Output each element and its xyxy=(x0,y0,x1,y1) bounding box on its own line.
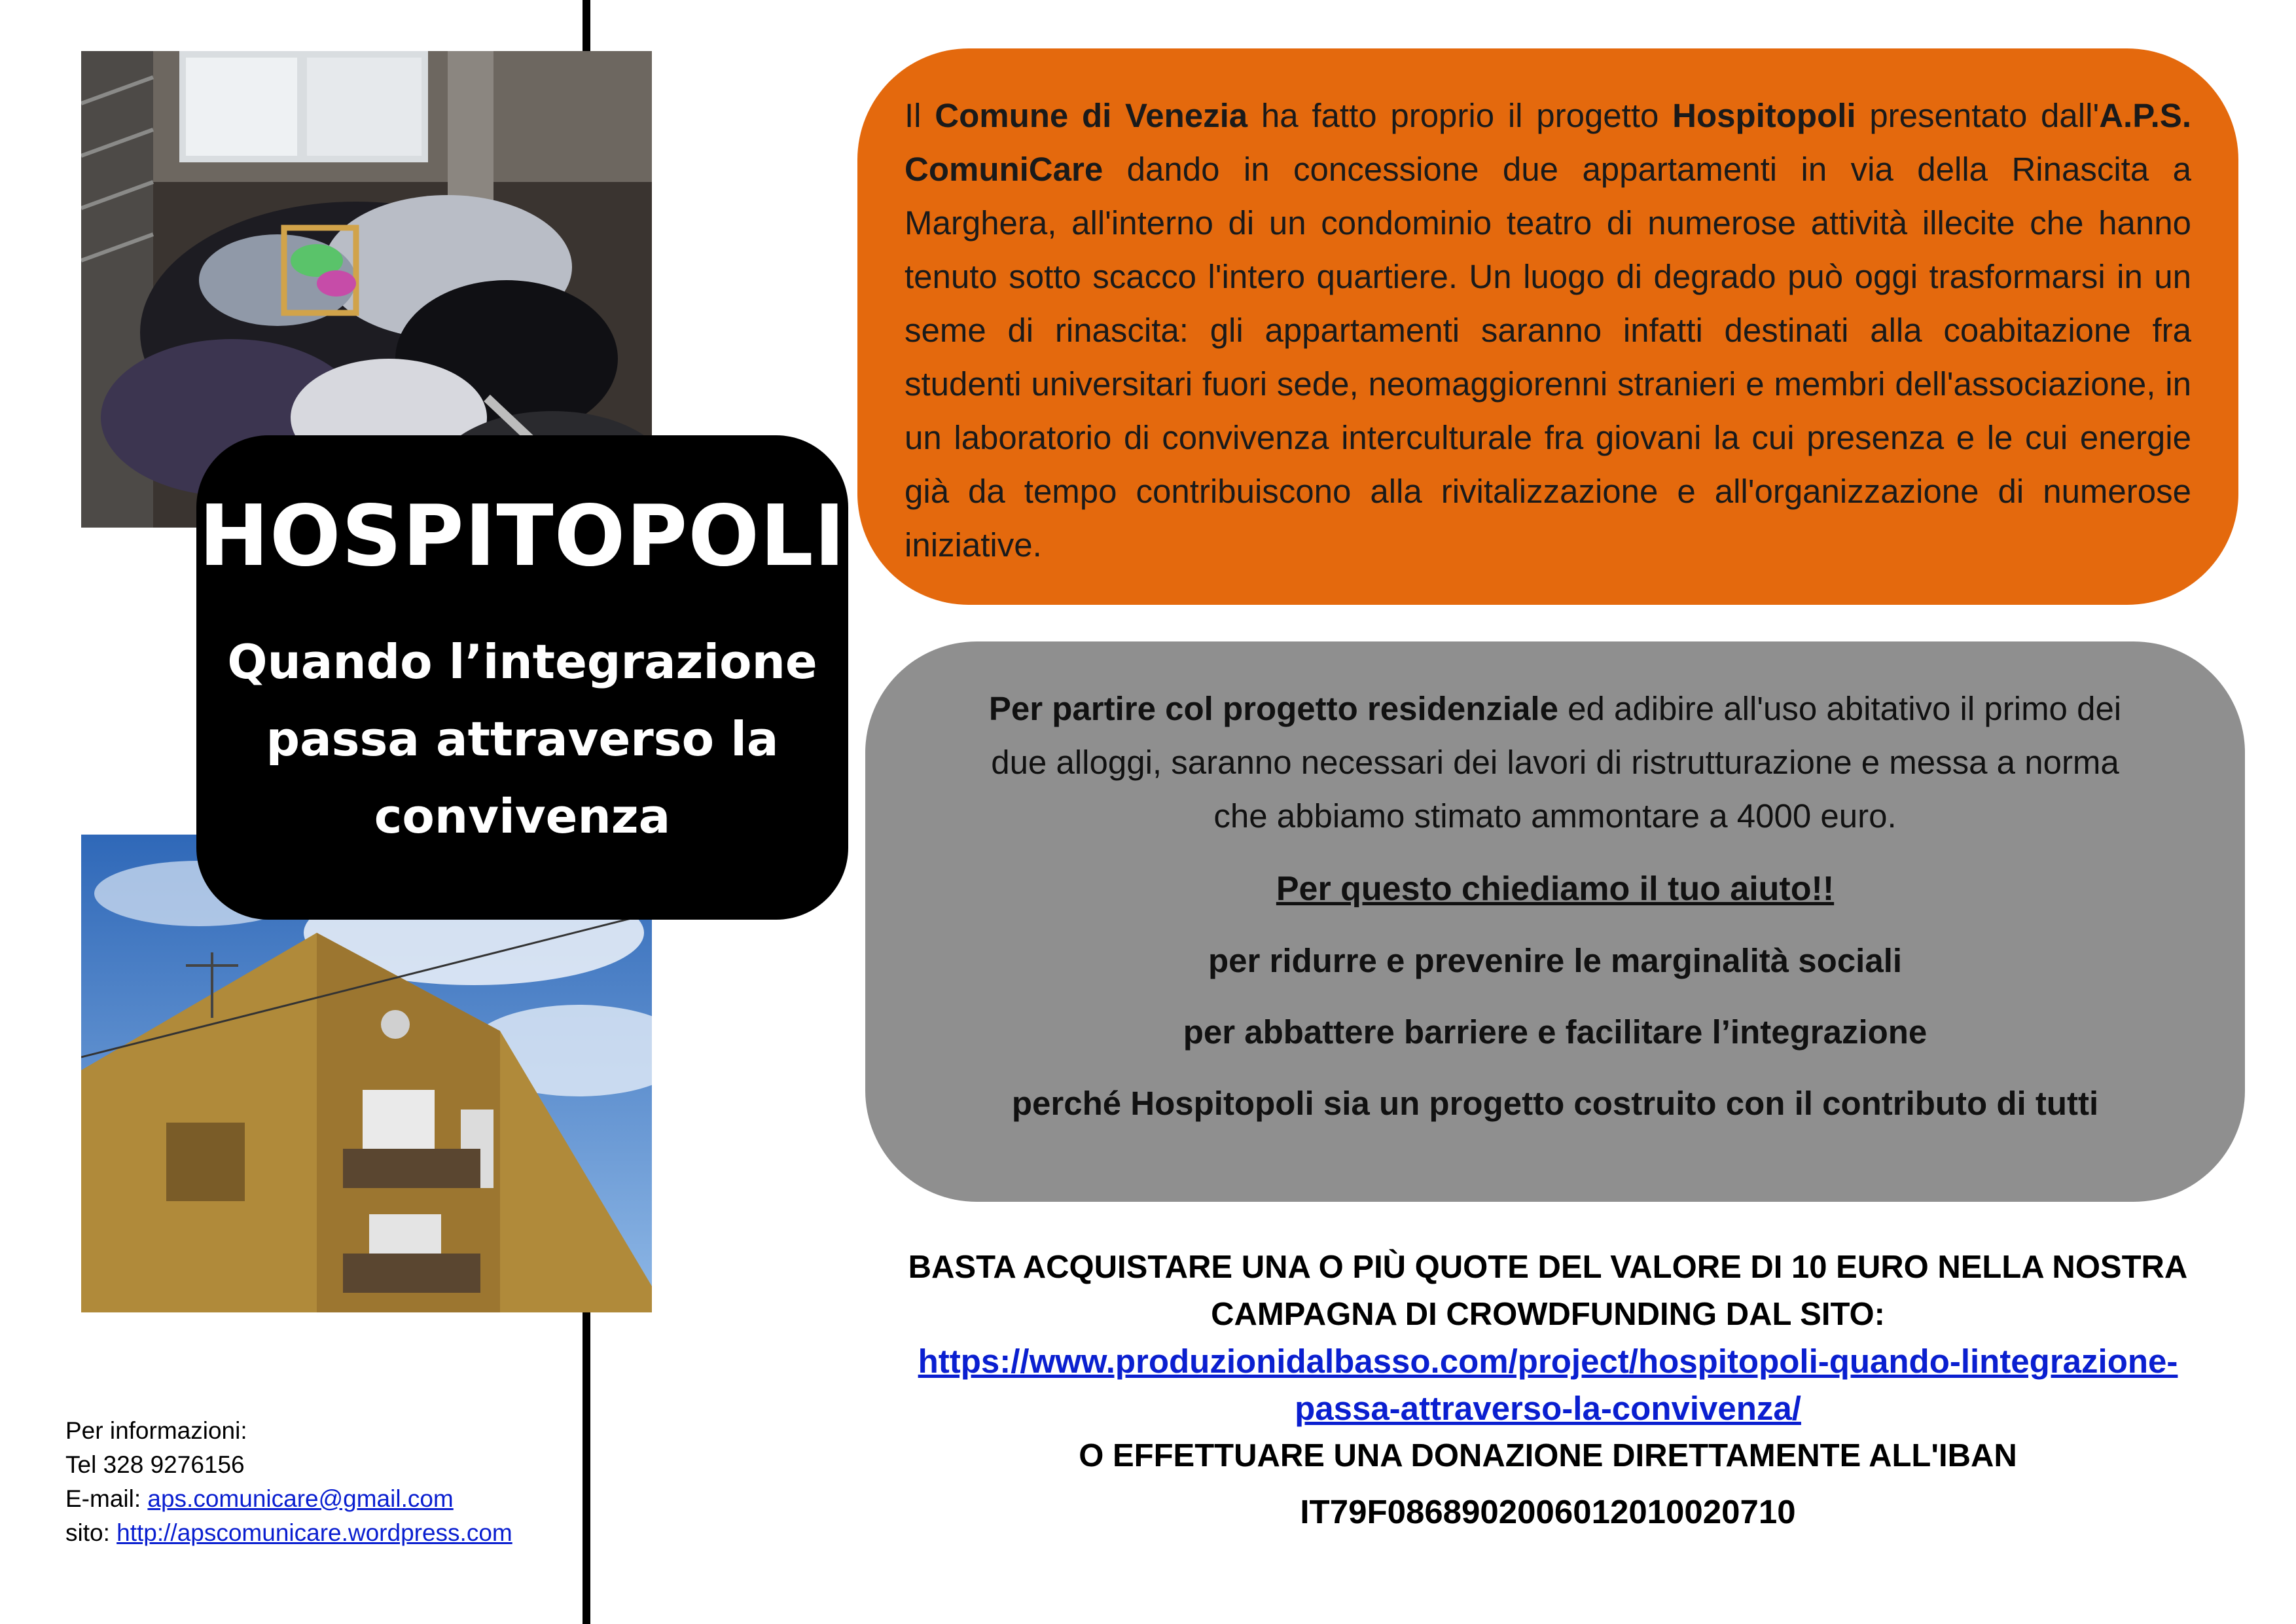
intro-bold-hospitopoli: Hospitopoli xyxy=(1672,97,1856,134)
intro-bold-aps: A.P.S. ComuniCare xyxy=(905,97,2191,188)
project-lead-text: ed adibire all'uso abitativo il primo dei due alloggi, saranno necessari dei lavori di ristrutturazione e messa a norma che abbiamo stimato ammontare a 4000 euro. xyxy=(991,690,2122,835)
info-site-label: sito: xyxy=(65,1519,117,1546)
intro-text: dando in concessione due appartamenti in via della Rinascita a Marghera, all'interno di un condominio teatro di numerose attività illecite che hanno tenuto sotto scacco l'intero quartiere. Un luogo di degrado può oggi trasformarsi in un seme di rinascita: gli appartamenti saranno infatti destinati alla coabitazione fra studenti universitari fuori sede, neomaggiorenni stranieri e membri dell'associazione, in un laboratorio di convivenza interculturale fra giovani la cui presenza e le cui energie già da tempo contribuiscono alla rivitalizzazione e all'organizzazione di numerose iniziative. xyxy=(905,151,2191,564)
cta-line: BASTA ACQUISTARE UNA O PIÙ QUOTE DEL VALORE DI 10 EURO NELLA NOSTRA xyxy=(908,1250,2188,1285)
intro-text: Il xyxy=(905,97,935,134)
aim-item: per ridurre e prevenire le marginalità sociali xyxy=(1208,942,1903,979)
subtitle-line: Quando l’integrazione xyxy=(227,634,817,689)
cta-line: O EFFETTUARE UNA DONAZIONE DIRETTAMENTE ALL'IBAN xyxy=(1079,1438,2017,1473)
project-lead-bold: Per partire col progetto residenziale xyxy=(988,690,1558,727)
website-link[interactable]: http://apscomunicare.wordpress.com xyxy=(117,1519,512,1546)
info-email-label: E-mail: xyxy=(65,1485,148,1512)
info-site-row xyxy=(65,1516,512,1550)
title-box xyxy=(196,435,848,920)
help-request: Per questo chiediamo il tuo aiuto!! xyxy=(1276,870,1835,908)
page-title: HOSPITOPOLI xyxy=(198,488,846,585)
subtitle xyxy=(196,623,848,855)
intro-text: presentato dall' xyxy=(1856,97,2100,134)
crowdfunding-link[interactable] xyxy=(857,1338,2238,1432)
cta-line: CAMPAGNA DI CROWDFUNDING DAL SITO: xyxy=(1211,1297,1885,1332)
call-to-action xyxy=(857,1244,2238,1531)
subtitle-line: passa attraverso la xyxy=(266,712,779,767)
crowdfunding-link-part[interactable]: passa-attraverso-la-convivenza/ xyxy=(1295,1390,1801,1427)
project-lead xyxy=(865,682,2245,843)
aim-item: perché Hospitopoli sia un progetto costruito con il contributo di tutti xyxy=(1011,1085,2099,1122)
iban-code: IT79F0868902006012010020710 xyxy=(1300,1493,1796,1530)
intro-text: ha fatto proprio il progetto xyxy=(1247,97,1673,134)
email-link[interactable]: aps.comunicare@gmail.com xyxy=(147,1485,454,1512)
intro-bold-comune: Comune di Venezia xyxy=(935,97,1248,134)
project-panel xyxy=(865,641,2245,1202)
intro-paragraph xyxy=(905,89,2191,572)
info-email-row xyxy=(65,1482,512,1516)
info-heading: Per informazioni: xyxy=(65,1417,247,1444)
intro-panel xyxy=(857,48,2238,605)
contact-info xyxy=(65,1414,512,1550)
aim-item: per abbattere barriere e facilitare l’integrazione xyxy=(1183,1013,1928,1051)
crowdfunding-link-part[interactable]: https://www.produzionidalbasso.com/project/hospitopoli-quando-lintegrazione- xyxy=(918,1343,2178,1380)
subtitle-line: convivenza xyxy=(374,789,671,844)
info-phone: Tel 328 9276156 xyxy=(65,1451,245,1478)
